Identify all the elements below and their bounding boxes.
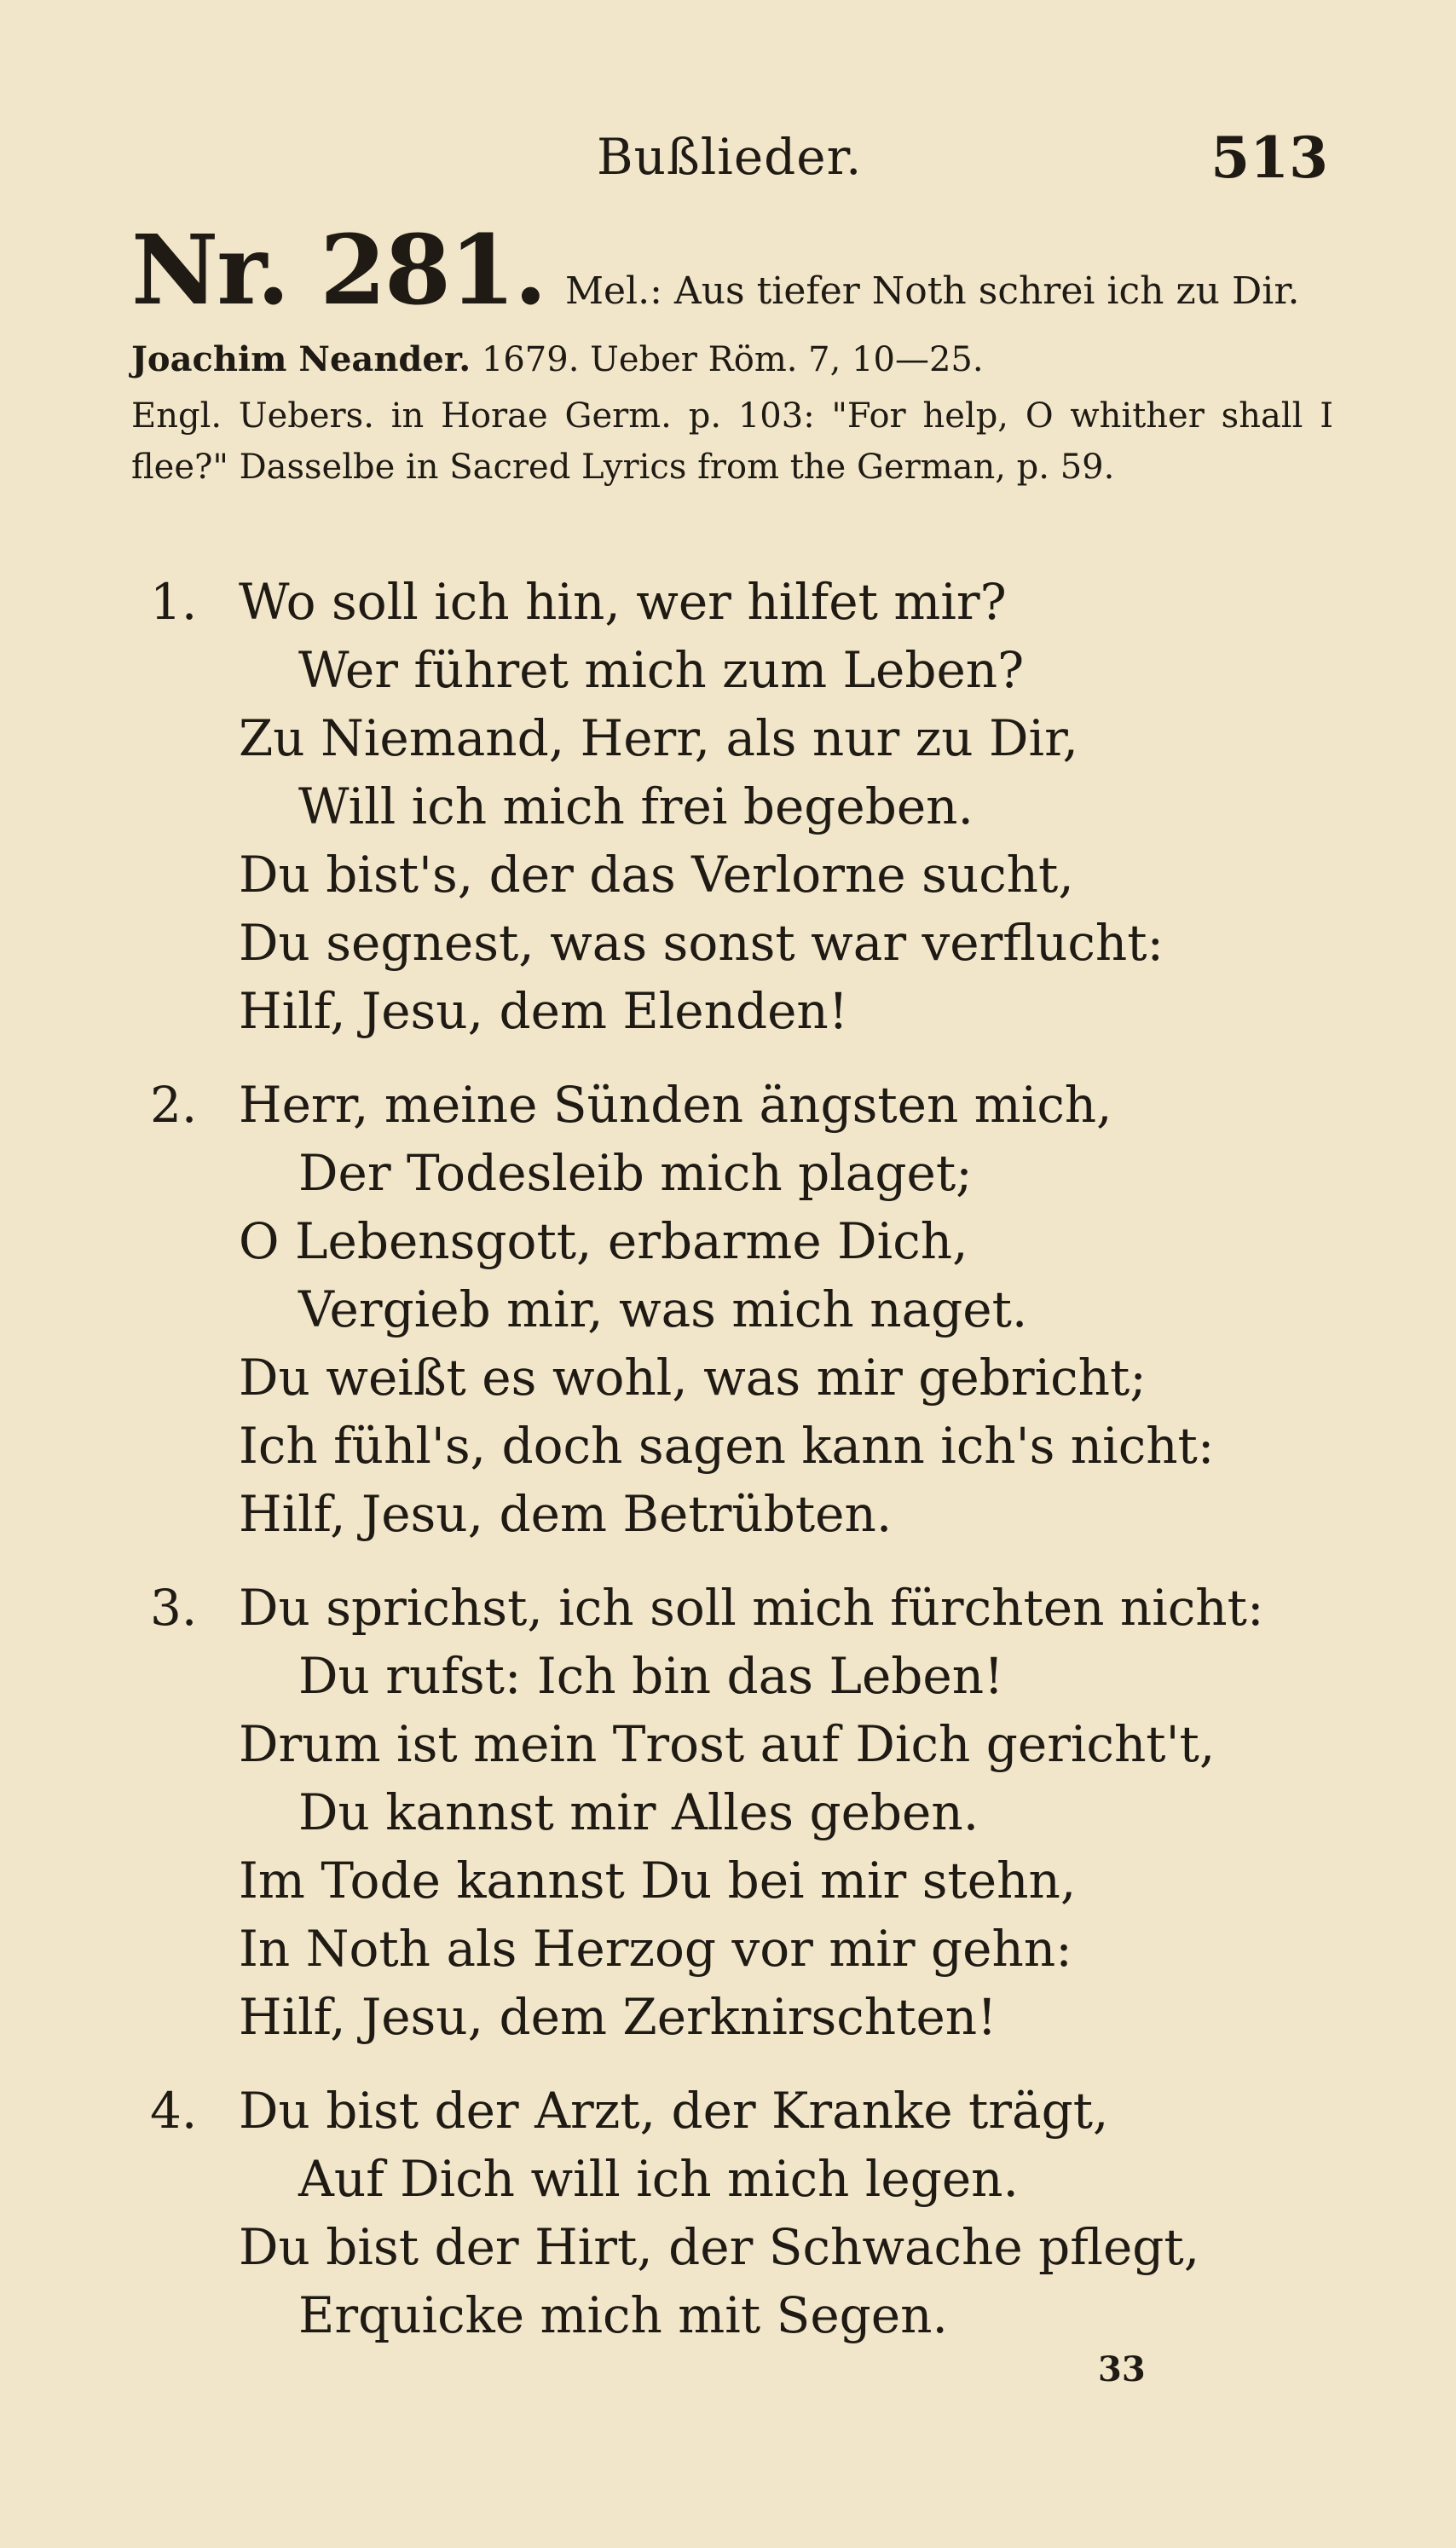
verse-line: Vergieb mir, was mich naget. (298, 1280, 1028, 1338)
verse-line: Hilf, Jesu, dem Elenden! (239, 982, 849, 1040)
verse-line: Will ich mich frei begeben. (298, 777, 974, 835)
hymn-heading (131, 215, 1342, 326)
verse-line: Du bist der Arzt, der Kranke trägt, (239, 2082, 1109, 2140)
verse-line: Der Todesleib mich plaget; (298, 1144, 973, 1202)
verse-line: Du rufst: Ich bin das Leben! (298, 1647, 1004, 1705)
verse-line: Du bist's, der das Verlorne sucht, (239, 846, 1074, 904)
author-line (131, 334, 1333, 385)
author-date-reference: 1679. Ueber Röm. 7, 10—25. (481, 340, 984, 379)
verse-line: Du segnest, was sonst war verflucht: (239, 914, 1164, 972)
verse-line: Hilf, Jesu, dem Betrübten. (239, 1485, 893, 1543)
verse-line: Du sprichst, ich soll mich fürchten nicht: (239, 1579, 1264, 1637)
verse-line: Hilf, Jesu, dem Zerknirschten! (239, 1988, 997, 2046)
verse-line: Wer führet mich zum Leben? (298, 641, 1025, 699)
verse-line: O Lebensgott, erbarme Dich, (239, 1212, 968, 1270)
verse-line: Ich fühl's, doch sagen kann ich's nicht: (239, 1417, 1215, 1475)
running-title: Bußlieder. (597, 128, 863, 186)
page-header (0, 124, 1456, 196)
verse-line: Erquicke mich mit Segen. (298, 2286, 948, 2344)
verse-line: Du kannst mir Alles geben. (298, 1783, 979, 1841)
verse-line: Du bist der Hirt, der Schwache pflegt, (239, 2218, 1200, 2276)
translation-note: Engl. Uebers. in Horae Germ. p. 103: "For help, O whither shall I flee?" Dasselbe in Sacred Lyrics from the German, p. 59. (131, 396, 1333, 487)
author-name: Joachim Neander. (131, 339, 471, 379)
stanza-number: 3. (150, 1579, 198, 1637)
verse-line: Wo soll ich hin, wer hilfet mir? (239, 573, 1007, 631)
melody-note: Mel.: Aus tiefer Noth schrei ich zu Dir. (564, 269, 1300, 313)
stanza-number: 2. (150, 1076, 198, 1134)
verse-line: Im Tode kannst Du bei mir stehn, (239, 1852, 1077, 1910)
verse-line: Du weißt es wohl, was mir gebricht; (239, 1349, 1147, 1407)
verse-line: Auf Dich will ich mich legen. (298, 2150, 1019, 2208)
stanza-number: 1. (150, 573, 198, 631)
verse-line: Drum ist mein Trost auf Dich gericht't, (239, 1715, 1216, 1773)
verse-line: In Noth als Herzog vor mir gehn: (239, 1920, 1072, 1978)
page-number: 513 (1210, 124, 1328, 191)
verse-line: Zu Niemand, Herr, als nur zu Dir, (239, 709, 1078, 767)
stanza-number: 4. (150, 2082, 198, 2140)
hymn-number: Nr. 281. (131, 215, 546, 326)
verse-line: Herr, meine Sünden ängsten mich, (239, 1076, 1112, 1134)
printer-signature: 33 (1098, 2349, 1146, 2389)
